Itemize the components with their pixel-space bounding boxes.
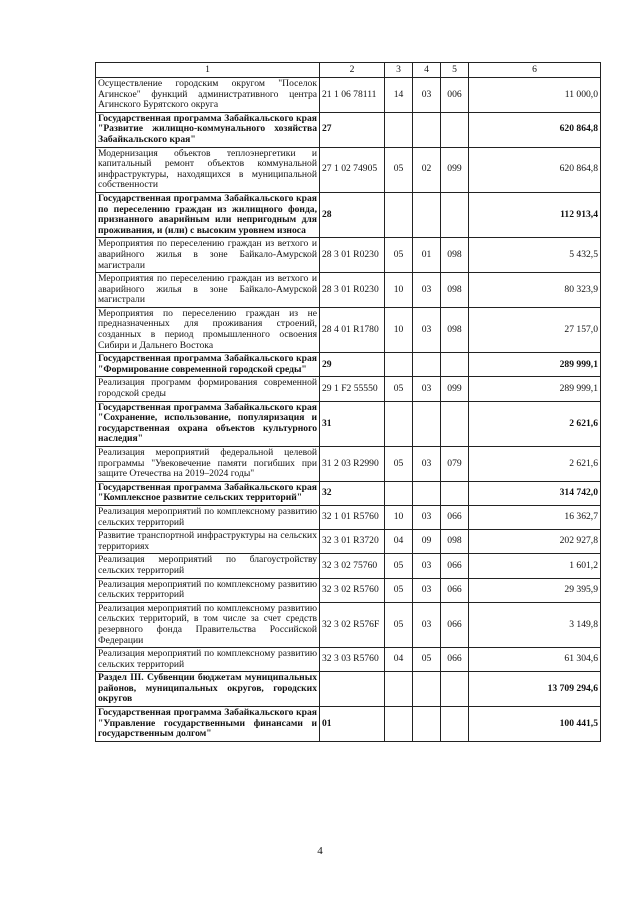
row-amount-cell: 620 864,8 bbox=[469, 112, 601, 147]
row-name-cell: Мероприятия по переселению граждан из ветхого и аварийного жилья в зоне Байкало-Амурской магистрали bbox=[96, 273, 320, 308]
row-expense-type-cell bbox=[441, 401, 469, 446]
row-name-cell: Государственная программа Забайкальского края "Управление государственными финансами и государственным долгом" bbox=[96, 707, 320, 742]
row-section-cell bbox=[385, 707, 413, 742]
row-code-cell: 29 bbox=[320, 353, 385, 377]
row-subsection-cell: 02 bbox=[413, 147, 441, 192]
row-expense-type-cell bbox=[441, 707, 469, 742]
row-section-cell bbox=[385, 672, 413, 707]
row-subsection-cell bbox=[413, 707, 441, 742]
row-section-cell bbox=[385, 353, 413, 377]
row-section-cell: 05 bbox=[385, 447, 413, 482]
row-amount-cell: 202 927,8 bbox=[469, 530, 601, 554]
row-expense-type-cell bbox=[441, 481, 469, 505]
row-name-cell: Реализация мероприятий по комплексному развитию сельских территорий, в том числе за счет средств резервного фонда Правительства Российской Федерации bbox=[96, 602, 320, 647]
row-section-cell bbox=[385, 112, 413, 147]
row-code-cell: 32 bbox=[320, 481, 385, 505]
row-expense-type-cell: 099 bbox=[441, 147, 469, 192]
row-code-cell: 32 3 02 75760 bbox=[320, 554, 385, 578]
row-amount-cell: 80 323,9 bbox=[469, 273, 601, 308]
table-header-row bbox=[96, 63, 601, 78]
row-code-cell: 29 1 F2 55550 bbox=[320, 377, 385, 401]
row-name-cell: Государственная программа Забайкальского края "Комплексное развитие сельских территорий" bbox=[96, 481, 320, 505]
table-row bbox=[96, 238, 601, 273]
table-row bbox=[96, 78, 601, 113]
row-amount-cell: 61 304,6 bbox=[469, 648, 601, 672]
row-expense-type-cell: 098 bbox=[441, 238, 469, 273]
row-subsection-cell: 03 bbox=[413, 602, 441, 647]
row-name-cell: Реализация мероприятий по комплексному развитию сельских территорий bbox=[96, 648, 320, 672]
table-row bbox=[96, 112, 601, 147]
row-subsection-cell: 03 bbox=[413, 505, 441, 529]
row-amount-cell: 1 601,2 bbox=[469, 554, 601, 578]
row-subsection-cell: 03 bbox=[413, 307, 441, 352]
row-name-cell: Раздел III. Субвенции бюджетам муниципальных районов, муниципальных округов, городских округов bbox=[96, 672, 320, 707]
table-row bbox=[96, 602, 601, 647]
row-subsection-cell: 03 bbox=[413, 78, 441, 113]
column-header: 6 bbox=[469, 63, 601, 78]
row-subsection-cell: 09 bbox=[413, 530, 441, 554]
table-row bbox=[96, 481, 601, 505]
table-row bbox=[96, 377, 601, 401]
row-section-cell bbox=[385, 192, 413, 237]
row-code-cell: 28 3 01 R0230 bbox=[320, 273, 385, 308]
row-amount-cell: 314 742,0 bbox=[469, 481, 601, 505]
row-subsection-cell: 01 bbox=[413, 238, 441, 273]
row-name-cell: Реализация мероприятий федеральной целевой программы "Увековечение памяти погибших при защите Отечества на 2019–2024 годы" bbox=[96, 447, 320, 482]
row-name-cell: Реализация мероприятий по комплексному развитию сельских территорий bbox=[96, 578, 320, 602]
row-expense-type-cell bbox=[441, 672, 469, 707]
table-row bbox=[96, 353, 601, 377]
row-subsection-cell: 03 bbox=[413, 273, 441, 308]
budget-table-container bbox=[95, 62, 600, 742]
row-code-cell bbox=[320, 672, 385, 707]
row-code-cell: 32 3 03 R5760 bbox=[320, 648, 385, 672]
table-row bbox=[96, 648, 601, 672]
row-code-cell: 21 1 06 78111 bbox=[320, 78, 385, 113]
row-name-cell: Реализация мероприятий по благоустройству сельских территорий bbox=[96, 554, 320, 578]
row-subsection-cell bbox=[413, 112, 441, 147]
row-code-cell: 28 bbox=[320, 192, 385, 237]
row-name-cell: Мероприятия по переселению граждан из не предназначенных для проживания строений, созданных в период промышленного освоения Сибири и Дальнего Востока bbox=[96, 307, 320, 352]
column-header: 1 bbox=[96, 63, 320, 78]
row-code-cell: 32 1 01 R5760 bbox=[320, 505, 385, 529]
table-row bbox=[96, 307, 601, 352]
table-row bbox=[96, 578, 601, 602]
row-subsection-cell bbox=[413, 401, 441, 446]
row-expense-type-cell bbox=[441, 353, 469, 377]
row-expense-type-cell bbox=[441, 112, 469, 147]
row-amount-cell: 112 913,4 bbox=[469, 192, 601, 237]
row-section-cell: 10 bbox=[385, 505, 413, 529]
row-section-cell: 05 bbox=[385, 377, 413, 401]
table-row bbox=[96, 273, 601, 308]
row-name-cell: Осуществление городским округом "Поселок Агинское" функций административного центра Агинского Бурятского округа bbox=[96, 78, 320, 113]
row-section-cell: 04 bbox=[385, 648, 413, 672]
table-row bbox=[96, 401, 601, 446]
row-expense-type-cell: 098 bbox=[441, 273, 469, 308]
row-expense-type-cell: 079 bbox=[441, 447, 469, 482]
row-subsection-cell: 05 bbox=[413, 648, 441, 672]
table-row bbox=[96, 147, 601, 192]
row-code-cell: 28 3 01 R0230 bbox=[320, 238, 385, 273]
table-row bbox=[96, 192, 601, 237]
table-row bbox=[96, 707, 601, 742]
row-section-cell: 05 bbox=[385, 578, 413, 602]
row-code-cell: 32 3 02 R5760 bbox=[320, 578, 385, 602]
row-subsection-cell: 03 bbox=[413, 554, 441, 578]
row-amount-cell: 100 441,5 bbox=[469, 707, 601, 742]
table-row bbox=[96, 554, 601, 578]
row-code-cell: 31 2 03 R2990 bbox=[320, 447, 385, 482]
row-name-cell: Мероприятия по переселению граждан из ветхого и аварийного жилья в зоне Байкало-Амурской магистрали bbox=[96, 238, 320, 273]
row-amount-cell: 27 157,0 bbox=[469, 307, 601, 352]
row-expense-type-cell: 066 bbox=[441, 648, 469, 672]
row-section-cell: 14 bbox=[385, 78, 413, 113]
row-section-cell: 05 bbox=[385, 238, 413, 273]
row-name-cell: Государственная программа Забайкальского края "Формирование современной городской среды" bbox=[96, 353, 320, 377]
row-amount-cell: 29 395,9 bbox=[469, 578, 601, 602]
row-subsection-cell bbox=[413, 672, 441, 707]
column-header: 5 bbox=[441, 63, 469, 78]
table-row bbox=[96, 447, 601, 482]
row-amount-cell: 2 621,6 bbox=[469, 447, 601, 482]
row-section-cell: 04 bbox=[385, 530, 413, 554]
row-expense-type-cell: 066 bbox=[441, 602, 469, 647]
row-name-cell: Развитие транспортной инфраструктуры на сельских территориях bbox=[96, 530, 320, 554]
table-row bbox=[96, 505, 601, 529]
row-section-cell bbox=[385, 481, 413, 505]
row-amount-cell: 620 864,8 bbox=[469, 147, 601, 192]
column-header: 3 bbox=[385, 63, 413, 78]
row-code-cell: 27 bbox=[320, 112, 385, 147]
row-amount-cell: 3 149,8 bbox=[469, 602, 601, 647]
row-code-cell: 28 4 01 R1780 bbox=[320, 307, 385, 352]
row-section-cell bbox=[385, 401, 413, 446]
row-expense-type-cell: 099 bbox=[441, 377, 469, 401]
row-name-cell: Модернизация объектов теплоэнергетики и капитальный ремонт объектов коммунальной инфраструктуры, находящихся в муниципальной собственности bbox=[96, 147, 320, 192]
row-section-cell: 10 bbox=[385, 307, 413, 352]
row-name-cell: Реализация мероприятий по комплексному развитию сельских территорий bbox=[96, 505, 320, 529]
row-amount-cell: 5 432,5 bbox=[469, 238, 601, 273]
row-section-cell: 10 bbox=[385, 273, 413, 308]
column-header: 2 bbox=[320, 63, 385, 78]
row-amount-cell: 289 999,1 bbox=[469, 353, 601, 377]
row-name-cell: Государственная программа Забайкальского края "Развитие жилищно-коммунального хозяйства Забайкальского края" bbox=[96, 112, 320, 147]
row-amount-cell: 13 709 294,6 bbox=[469, 672, 601, 707]
column-header: 4 bbox=[413, 63, 441, 78]
page-number: 4 bbox=[317, 845, 323, 857]
table-row bbox=[96, 672, 601, 707]
row-subsection-cell bbox=[413, 353, 441, 377]
budget-table bbox=[95, 62, 601, 742]
row-subsection-cell bbox=[413, 481, 441, 505]
budget-table-body bbox=[96, 63, 601, 742]
row-expense-type-cell: 066 bbox=[441, 554, 469, 578]
row-section-cell: 05 bbox=[385, 147, 413, 192]
row-amount-cell: 11 000,0 bbox=[469, 78, 601, 113]
row-amount-cell: 16 362,7 bbox=[469, 505, 601, 529]
row-code-cell: 31 bbox=[320, 401, 385, 446]
row-subsection-cell: 03 bbox=[413, 447, 441, 482]
row-name-cell: Реализация программ формирования современной городской среды bbox=[96, 377, 320, 401]
table-row bbox=[96, 530, 601, 554]
row-code-cell: 32 3 02 R576F bbox=[320, 602, 385, 647]
row-expense-type-cell: 098 bbox=[441, 530, 469, 554]
row-section-cell: 05 bbox=[385, 554, 413, 578]
row-name-cell: Государственная программа Забайкальского края по переселению граждан из жилищного фонда, признанного аварийным или непригодным для проживания, и (или) с высоким уровнем износа bbox=[96, 192, 320, 237]
row-code-cell: 01 bbox=[320, 707, 385, 742]
row-section-cell: 05 bbox=[385, 602, 413, 647]
row-subsection-cell: 03 bbox=[413, 578, 441, 602]
row-amount-cell: 2 621,6 bbox=[469, 401, 601, 446]
row-expense-type-cell: 098 bbox=[441, 307, 469, 352]
row-amount-cell: 289 999,1 bbox=[469, 377, 601, 401]
row-code-cell: 32 3 01 R3720 bbox=[320, 530, 385, 554]
row-expense-type-cell: 066 bbox=[441, 578, 469, 602]
row-subsection-cell: 03 bbox=[413, 377, 441, 401]
row-expense-type-cell bbox=[441, 192, 469, 237]
row-code-cell: 27 1 02 74905 bbox=[320, 147, 385, 192]
row-name-cell: Государственная программа Забайкальского края "Сохранение, использование, популяризация и государственная охрана объектов культурного наследия" bbox=[96, 401, 320, 446]
row-expense-type-cell: 006 bbox=[441, 78, 469, 113]
row-subsection-cell bbox=[413, 192, 441, 237]
row-expense-type-cell: 066 bbox=[441, 505, 469, 529]
